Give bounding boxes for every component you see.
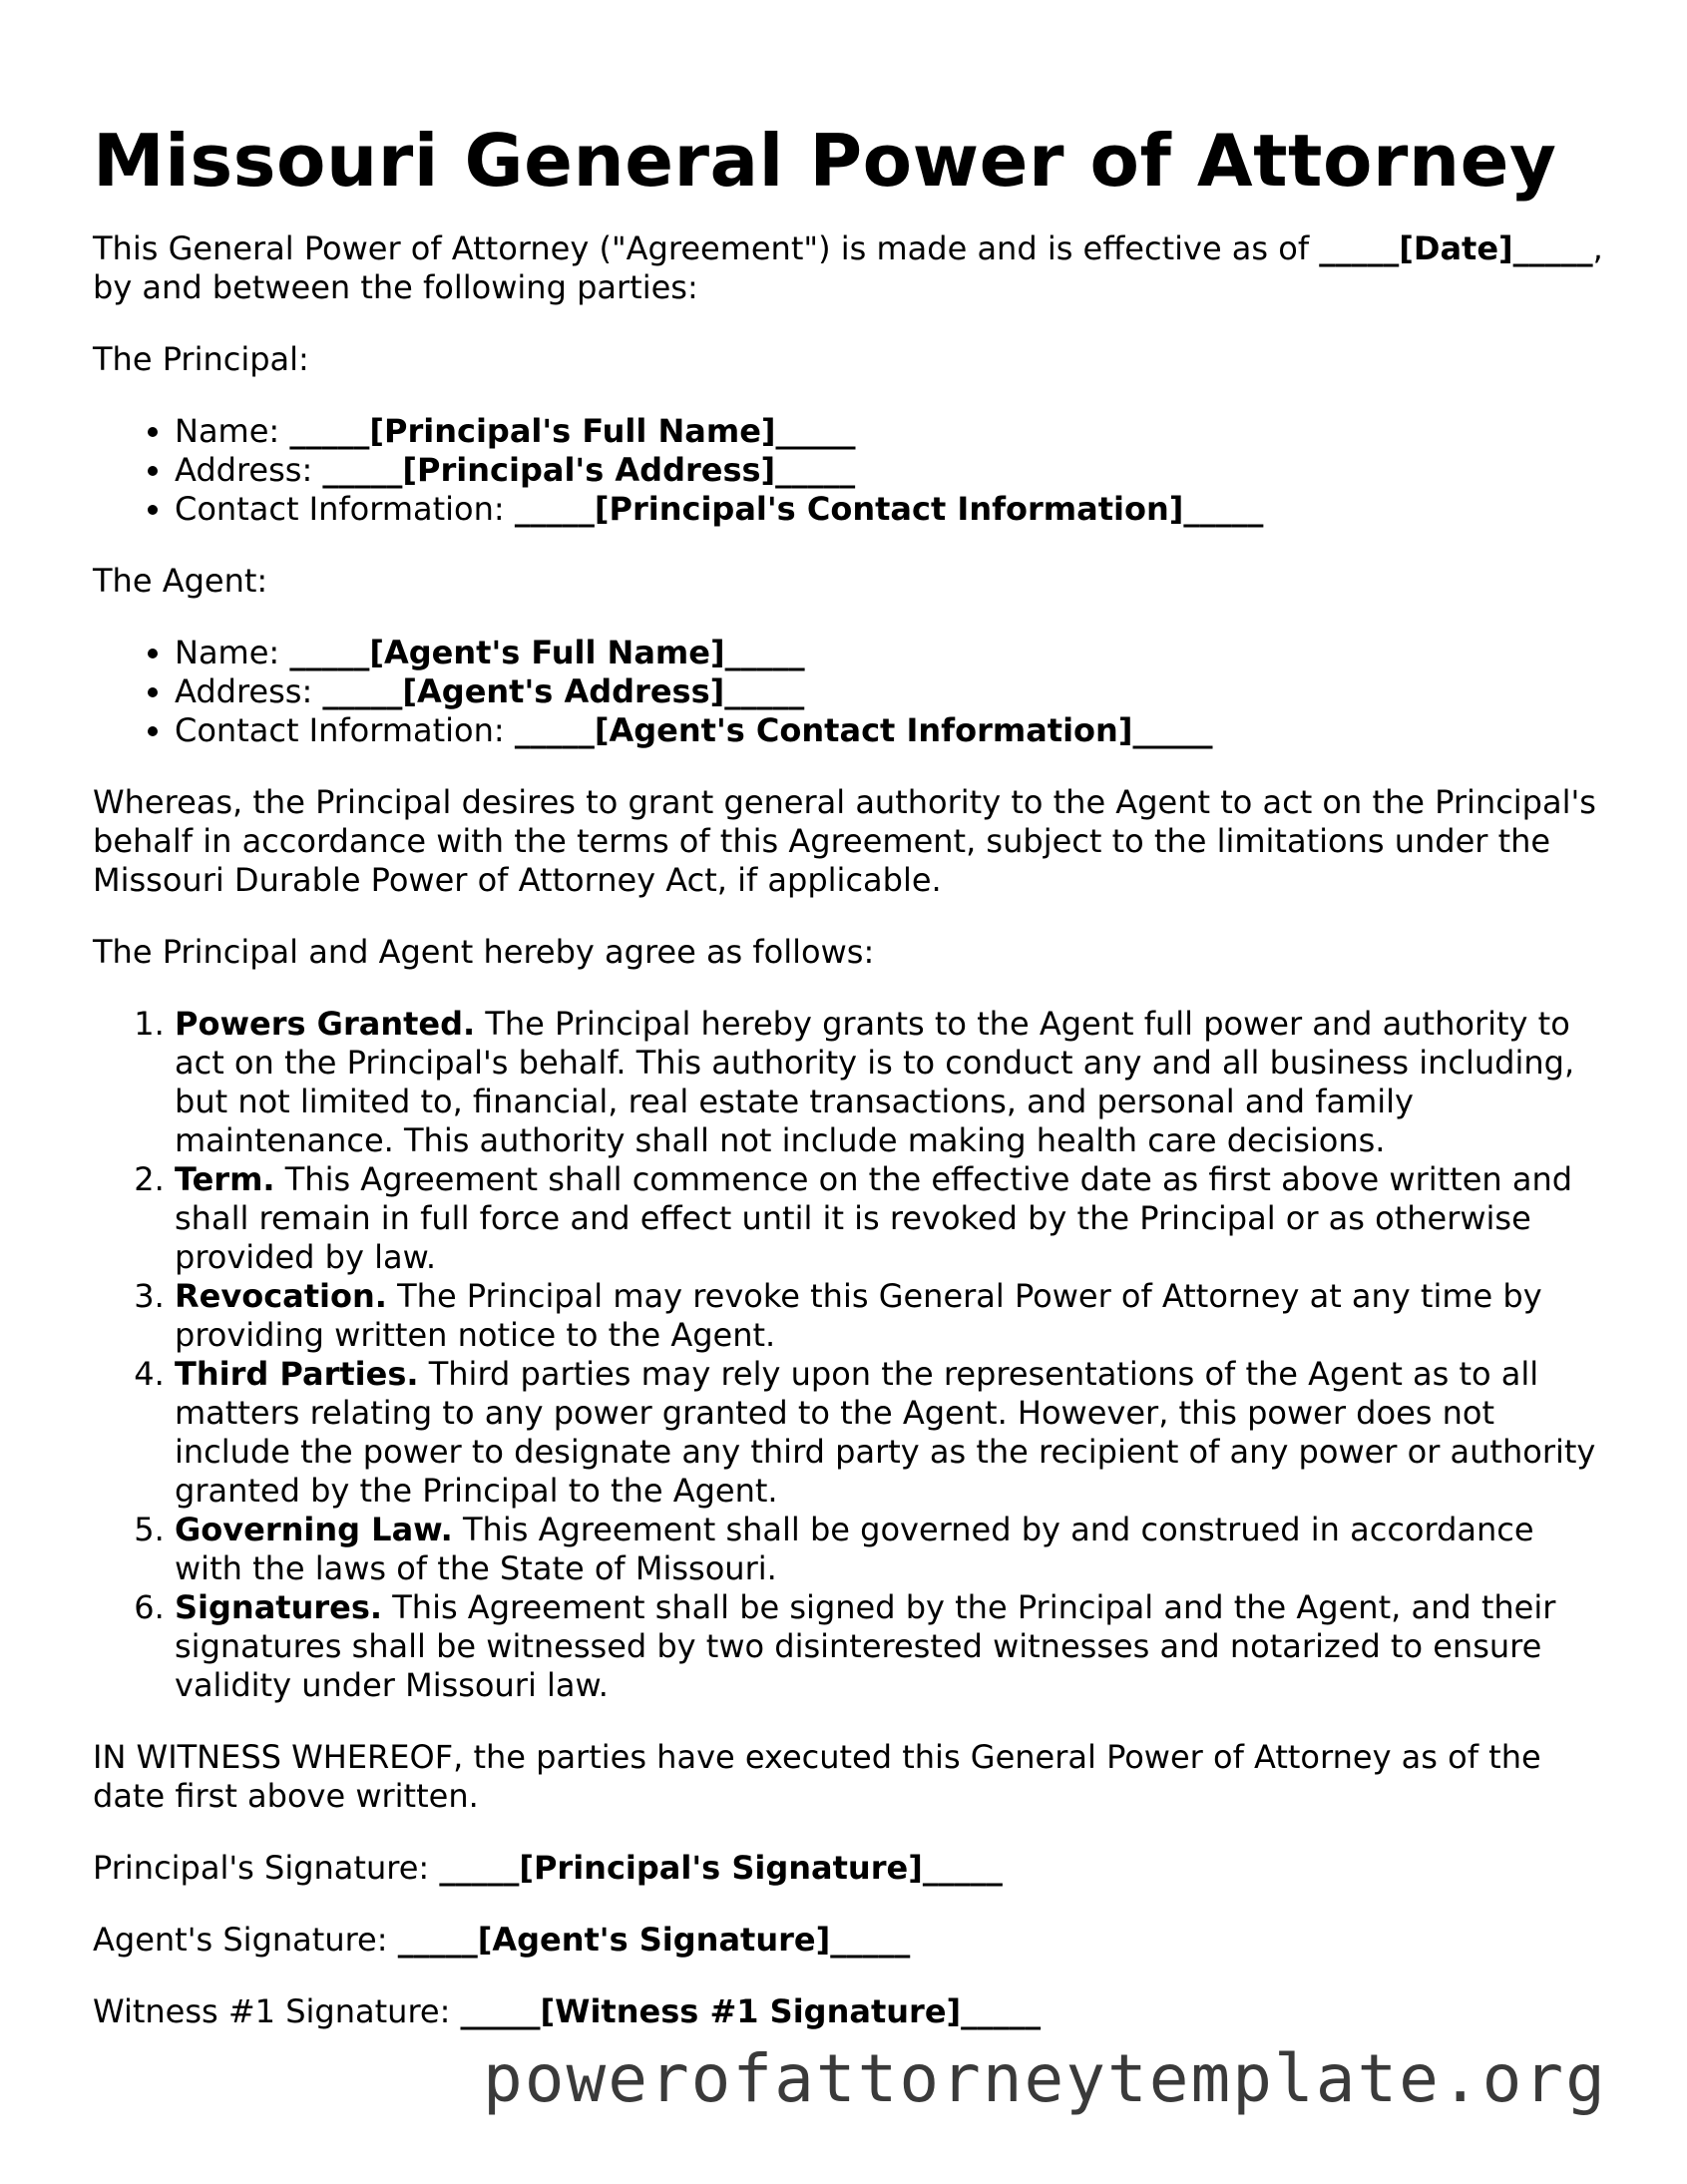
agent-contact-blank: _____[Agent's Contact Information]_____ xyxy=(514,711,1213,749)
list-item xyxy=(175,634,1609,672)
field-label: Name: xyxy=(175,634,290,671)
clause-item xyxy=(175,1511,1609,1588)
field-label: Contact Information: xyxy=(175,490,515,528)
clause-item xyxy=(175,1005,1609,1160)
clause-item xyxy=(175,1160,1609,1277)
clause-text: Third parties may rely upon the representations of the Agent as to all matters relating to any power granted to the Agent. However, this power does not include the power to designate any third party as the recipient of any power or authority granted by the Principal to the Agent. xyxy=(175,1355,1596,1510)
clause-term: Governing Law. xyxy=(175,1511,453,1548)
clause-term: Powers Granted. xyxy=(175,1005,476,1043)
principal-signature-line xyxy=(93,1849,1609,1888)
witness-1-signature-line xyxy=(93,1992,1609,2031)
agent-address-blank: _____[Agent's Address]_____ xyxy=(322,672,805,710)
witness-1-signature-blank: _____[Witness #1 Signature]_____ xyxy=(460,1992,1042,2030)
clause-text: The Principal hereby grants to the Agent full power and authority to act on the Principal's behalf. This authority is to conduct any and all business including, but not limited to, financial, real estate transactions, and personal and family maintenance. This authority shall not include making health care decisions. xyxy=(175,1005,1575,1159)
list-item xyxy=(175,451,1609,490)
intro-text: This General Power of Attorney ("Agreement") is made and is effective as of xyxy=(93,229,1320,267)
clause-term: Term. xyxy=(175,1160,275,1198)
date-blank: _____[Date]_____ xyxy=(1319,229,1593,267)
agent-fields-list xyxy=(93,634,1609,750)
agent-signature-line xyxy=(93,1921,1609,1960)
principal-contact-blank: _____[Principal's Contact Information]_____ xyxy=(514,490,1264,528)
list-item xyxy=(175,672,1609,711)
clause-item xyxy=(175,1277,1609,1355)
field-label: Name: xyxy=(175,412,290,450)
clause-term: Revocation. xyxy=(175,1277,387,1315)
principal-heading: The Principal: xyxy=(93,340,309,378)
clause-term: Third Parties. xyxy=(175,1355,419,1393)
signature-label: Principal's Signature: xyxy=(93,1849,440,1887)
field-label: Contact Information: xyxy=(175,711,515,749)
clause-text: This Agreement shall be signed by the Principal and the Agent, and their signatures shall be witnessed by two disinterested witnesses and notarized to ensure validity under Missouri law. xyxy=(175,1588,1556,1704)
witness-statement: IN WITNESS WHEREOF, the parties have executed this General Power of Attorney as of the date first above written. xyxy=(93,1738,1541,1815)
clause-text: The Principal may revoke this General Power of Attorney at any time by providing written notice to the Agent. xyxy=(175,1277,1542,1354)
agent-name-blank: _____[Agent's Full Name]_____ xyxy=(289,634,805,671)
clause-item xyxy=(175,1355,1609,1511)
watermark: powerofattorneytemplate.org xyxy=(483,2040,1607,2117)
list-item xyxy=(175,412,1609,451)
clause-text: This Agreement shall commence on the effective date as first above written and shall remain in full force and effect until it is revoked by the Principal or as otherwise provided by law. xyxy=(175,1160,1573,1276)
document-page xyxy=(93,118,1609,2064)
signature-label: Witness #1 Signature: xyxy=(93,1992,461,2030)
field-label: Address: xyxy=(175,451,323,489)
agent-heading: The Agent: xyxy=(93,562,268,600)
field-label: Address: xyxy=(175,672,323,710)
signature-label: Agent's Signature: xyxy=(93,1921,398,1959)
whereas-paragraph: Whereas, the Principal desires to grant general authority to the Agent to act on the Principal's behalf in accordance with the terms of this Agreement, subject to the limitations under the Missouri Durable Power of Attorney Act, if applicable. xyxy=(93,783,1596,899)
clauses-list xyxy=(93,1005,1609,1705)
intro-paragraph xyxy=(93,229,1609,307)
clause-term: Signatures. xyxy=(175,1588,383,1626)
list-item xyxy=(175,711,1609,750)
intro-text-end: , by and between the following parties: xyxy=(93,229,1603,306)
principal-address-blank: _____[Principal's Address]_____ xyxy=(322,451,856,489)
agent-signature-blank: _____[Agent's Signature]_____ xyxy=(397,1921,911,1959)
clause-text: This Agreement shall be governed by and construed in accordance with the laws of the State of Missouri. xyxy=(175,1511,1534,1587)
principal-fields-list xyxy=(93,412,1609,529)
principal-signature-blank: _____[Principal's Signature]_____ xyxy=(439,1849,1003,1887)
clause-item xyxy=(175,1588,1609,1705)
document-title: Missouri General Power of Attorney xyxy=(93,119,1557,203)
principal-name-blank: _____[Principal's Full Name]_____ xyxy=(289,412,856,450)
list-item xyxy=(175,490,1609,529)
agree-paragraph: The Principal and Agent hereby agree as follows: xyxy=(93,933,875,971)
